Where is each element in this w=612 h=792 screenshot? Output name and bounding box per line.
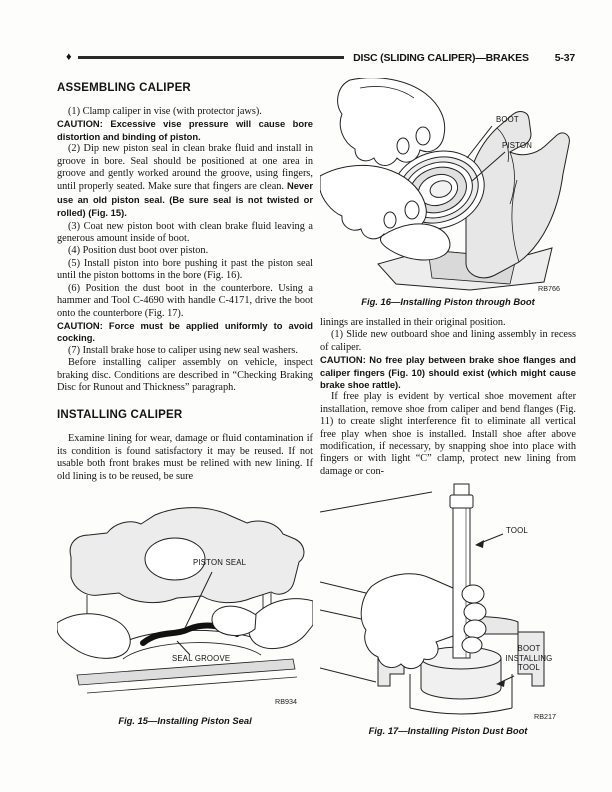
paragraph bbox=[320, 391, 576, 478]
fig15-label-seal-groove: SEAL GROOVE bbox=[172, 654, 231, 663]
fig16-caption: Fig. 16—Installing Piston through Boot bbox=[361, 296, 535, 307]
fig17-label-line1: BOOT bbox=[517, 644, 541, 653]
fig17-label-line3: TOOL bbox=[518, 663, 540, 673]
text-run: linings are installed in their original position. bbox=[320, 317, 506, 328]
right-hand bbox=[249, 599, 313, 649]
paragraph bbox=[57, 345, 313, 357]
page-number: 5-37 bbox=[554, 51, 575, 64]
text-run: (4) Position dust boot over piston. bbox=[68, 245, 209, 257]
header-title: DISC (SLIDING CALIPER)—BRAKES bbox=[353, 51, 529, 64]
fig17-illustration bbox=[320, 482, 576, 722]
right-column bbox=[320, 317, 576, 478]
fig17-label-line2: INSTALLING bbox=[505, 653, 553, 663]
text-run: (3) Coat new piston boot with clean brake fluid leaving a generous amount inside of boot. bbox=[57, 220, 313, 245]
text-run: (7) Install brake hose to caliper using new seal washers. bbox=[68, 344, 298, 356]
paragraph bbox=[57, 258, 313, 283]
text-run: Examine lining for wear, damage or fluid contamination if its condition is found satisfactory it may be reused. If not usable both front brakes must be relined with new lining. If old lining is to be reused, be sure bbox=[57, 433, 313, 482]
header-rule bbox=[78, 56, 345, 59]
right-body bbox=[320, 317, 576, 478]
section-heading-installing-caliper: INSTALLING CALIPER bbox=[57, 409, 183, 422]
fig16-code: RB766 bbox=[538, 284, 560, 293]
text-run: (5) Install piston into bore pushing it past the piston seal until the piston bottoms in the bore (Fig. 16). bbox=[57, 257, 313, 282]
bold-text-run: CAUTION: Excessive vise pressure will cause bore distortion and binding of piston. bbox=[57, 118, 313, 142]
text-run: (2) Dip new piston seal in clean brake fluid and install in groove in bore. Seal should be positioned at one area in groove and gently worked around the groove, using fingers, until properly seated. Make sure that fingers are clean. bbox=[57, 143, 313, 193]
assembling-body bbox=[57, 106, 313, 394]
fig16-illustration bbox=[320, 78, 576, 293]
figure-17 bbox=[320, 482, 576, 736]
fig15-code: RB934 bbox=[275, 697, 297, 706]
fig15-illustration bbox=[57, 497, 313, 712]
figure-15 bbox=[57, 497, 313, 726]
paragraph bbox=[57, 283, 313, 320]
paragraph bbox=[57, 106, 313, 118]
text-run: (1) Slide new outboard shoe and lining assembly in recess of caliper. bbox=[320, 329, 576, 353]
caution-paragraph bbox=[320, 354, 576, 391]
text-run: (6) Position the dust boot in the counterbore. Using a hammer and Tool C-4690 with handle C-4171, drive the boot onto the counterbore (Fig. 17). bbox=[57, 282, 313, 319]
bold-text-run: CAUTION: Force must be applied uniformly to avoid cocking. bbox=[57, 319, 313, 344]
text-run: (1) Clamp caliper in vise (with protector jaws). bbox=[68, 106, 262, 117]
diamond-bullet-icon: ♦ bbox=[66, 51, 72, 63]
left-thumb bbox=[57, 614, 130, 659]
page-header bbox=[57, 50, 575, 65]
bold-text-run: CAUTION: No free play between brake shoe flanges and caliper fingers (Fig. 10) should exist (which might cause brake shoe rattle). bbox=[320, 354, 576, 391]
upper-hand bbox=[338, 78, 445, 166]
fig17-label-tool: TOOL bbox=[506, 526, 528, 535]
paragraph bbox=[57, 221, 313, 246]
paragraph bbox=[320, 317, 576, 329]
fig17-label-boot-installing-tool bbox=[498, 644, 560, 673]
left-column bbox=[57, 82, 313, 483]
installing-body bbox=[57, 433, 313, 483]
bold-text-run: Never use an old piston seal. (Be sure seal is not twisted or rolled) (Fig. 15). bbox=[57, 180, 313, 219]
figure-16 bbox=[320, 78, 576, 307]
fig16-label-piston: PISTON bbox=[502, 141, 533, 150]
text-run: If free play is evident by vertical shoe movement after installation, remove shoe from caliper and bend flanges (Fig. 11) to create slight interference fit to eliminate all vertical free play when shoe is installed. Install shoe after above modification, if necessary, by snapping shoe into place with fingers or with light “C” clamp, protect new lining from damage or con- bbox=[320, 391, 576, 477]
caution-paragraph bbox=[57, 320, 313, 345]
fig15-label-piston-seal: PISTON SEAL bbox=[193, 558, 247, 567]
text-run: Before installing caliper assembly on vehicle, inspect braking disc. Conditions are described in “Checking Braking Disc for Runout and Thickness” paragraph. bbox=[57, 357, 313, 393]
section-heading-assembling-caliper: ASSEMBLING CALIPER bbox=[57, 82, 191, 94]
fig15-caption: Fig. 15—Installing Piston Seal bbox=[118, 715, 252, 726]
caution-paragraph bbox=[57, 118, 313, 143]
paragraph bbox=[320, 329, 576, 354]
driver-tool bbox=[454, 484, 469, 495]
paragraph bbox=[57, 433, 313, 483]
fig17-code: RB217 bbox=[534, 712, 556, 721]
paragraph bbox=[57, 245, 313, 257]
fig17-caption: Fig. 17—Installing Piston Dust Boot bbox=[368, 725, 528, 736]
paragraph bbox=[57, 143, 313, 220]
fig16-label-boot: BOOT bbox=[496, 115, 519, 124]
paragraph bbox=[57, 357, 313, 394]
